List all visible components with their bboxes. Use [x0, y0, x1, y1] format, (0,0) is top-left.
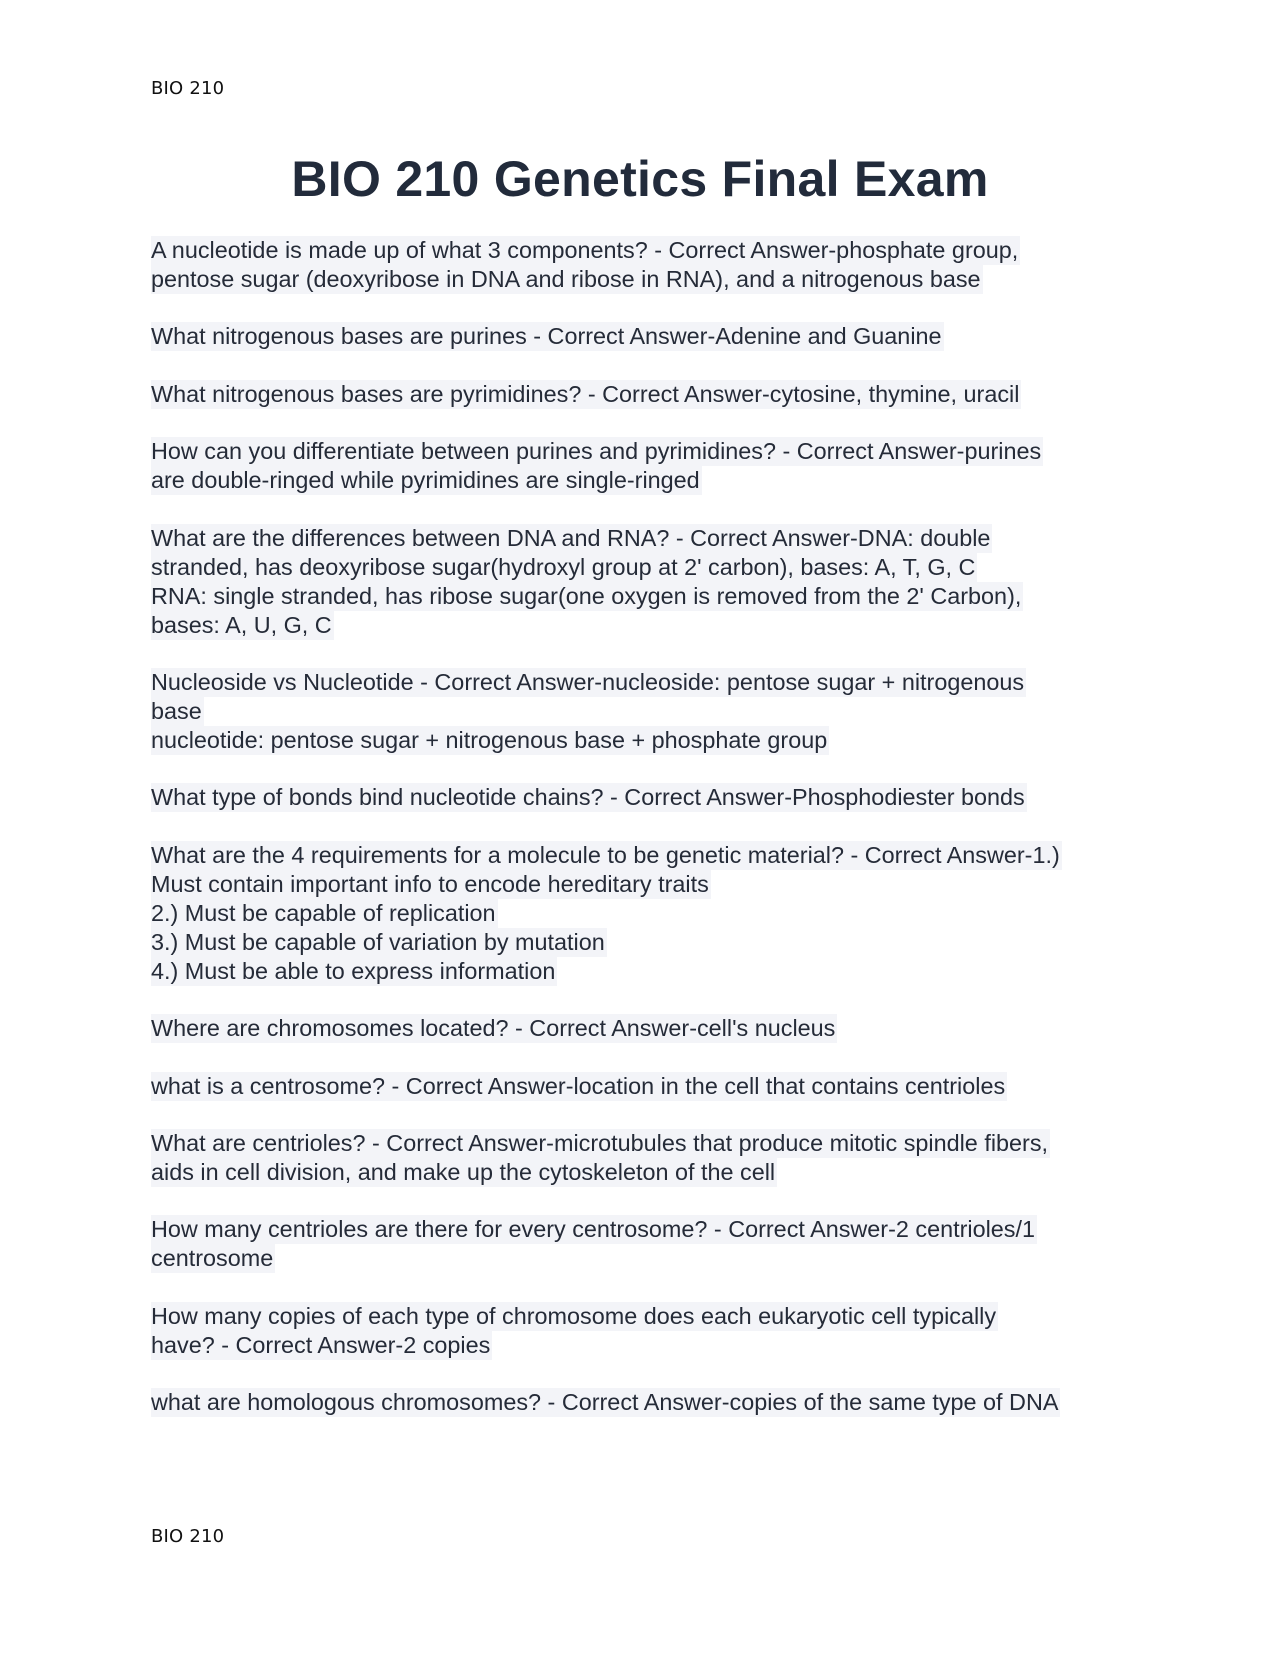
- qa-text-line: nucleotide: pentose sugar + nitrogenous base + phosphate group: [151, 726, 828, 753]
- qa-item: [151, 236, 1141, 294]
- qa-text-line: 2.) Must be capable of replication: [151, 899, 496, 926]
- qa-text-line: A nucleotide is made up of what 3 components? - Correct Answer-phosphate group,: [151, 237, 1019, 263]
- qa-item: [151, 1302, 1141, 1360]
- qa-text-line: what are homologous chromosomes? - Correct Answer-copies of the same type of DNA: [151, 1389, 1059, 1416]
- qa-text-line: What type of bonds bind nucleotide chains? - Correct Answer-Phosphodiester bonds: [151, 784, 1025, 811]
- qa-item: [151, 668, 1141, 755]
- qa-text-line: How many centrioles are there for every centrosome? - Correct Answer-2 centrioles/1: [151, 1216, 1036, 1243]
- qa-text-line: aids in cell division, and make up the cytoskeleton of the cell: [151, 1158, 776, 1185]
- qa-item: [151, 841, 1141, 986]
- qa-item: [151, 437, 1141, 495]
- qa-item: [151, 1215, 1141, 1273]
- qa-text-line: Nucleoside vs Nucleotide - Correct Answer-nucleoside: pentose sugar + nitrogenous: [151, 668, 1025, 695]
- qa-item: [151, 1014, 1141, 1043]
- qa-text-line: What are the 4 requirements for a molecule to be genetic material? - Correct Answer-1.): [151, 841, 1060, 868]
- qa-text-line: What nitrogenous bases are purines - Correct Answer-Adenine and Guanine: [151, 323, 942, 350]
- qa-text-line: bases: A, U, G, C: [151, 611, 332, 638]
- qa-text-line: what is a centrosome? - Correct Answer-location in the cell that contains centrioles: [151, 1072, 1006, 1099]
- qa-text-line: have? - Correct Answer-2 copies: [151, 1331, 491, 1358]
- qa-text-line: base: [151, 697, 202, 724]
- qa-text-line: How many copies of each type of chromosome does each eukaryotic cell typically: [151, 1302, 997, 1329]
- qa-item: [151, 1129, 1141, 1187]
- qa-text-line: pentose sugar (deoxyribose in DNA and ribose in RNA), and a nitrogenous base: [151, 266, 981, 292]
- qa-text-line: are double-ringed while pyrimidines are single-ringed: [151, 467, 700, 494]
- running-footer: BIO 210: [151, 1526, 225, 1547]
- qa-text-line: RNA: single stranded, has ribose sugar(one oxygen is removed from the 2' Carbon),: [151, 582, 1022, 609]
- qa-item: [151, 783, 1141, 812]
- qa-text-line: 4.) Must be able to express information: [151, 957, 556, 984]
- qa-text-line: Must contain important info to encode hereditary traits: [151, 870, 709, 897]
- running-header: BIO 210: [151, 78, 225, 99]
- qa-text-line: 3.) Must be capable of variation by mutation: [151, 928, 605, 955]
- qa-text-line: centrosome: [151, 1245, 274, 1272]
- qa-text-line: Where are chromosomes located? - Correct Answer-cell's nucleus: [151, 1015, 836, 1042]
- qa-item: [151, 1072, 1141, 1101]
- qa-item: [151, 1388, 1141, 1417]
- page-title: BIO 210 Genetics Final Exam: [291, 151, 989, 207]
- qa-text-line: What are centrioles? - Correct Answer-microtubules that produce mitotic spindle fibers,: [151, 1129, 1049, 1156]
- qa-text-line: How can you differentiate between purines and pyrimidines? - Correct Answer-purines: [151, 438, 1042, 465]
- qa-item: [151, 322, 1141, 351]
- qa-list: [151, 236, 1141, 1445]
- qa-item: [151, 524, 1141, 640]
- qa-item: [151, 380, 1141, 409]
- qa-text-line: What are the differences between DNA and RNA? - Correct Answer-DNA: double: [151, 524, 991, 551]
- qa-text-line: stranded, has deoxyribose sugar(hydroxyl group at 2' carbon), bases: A, T, G, C: [151, 553, 976, 580]
- qa-text-line: What nitrogenous bases are pyrimidines? - Correct Answer-cytosine, thymine, uracil: [151, 380, 1020, 407]
